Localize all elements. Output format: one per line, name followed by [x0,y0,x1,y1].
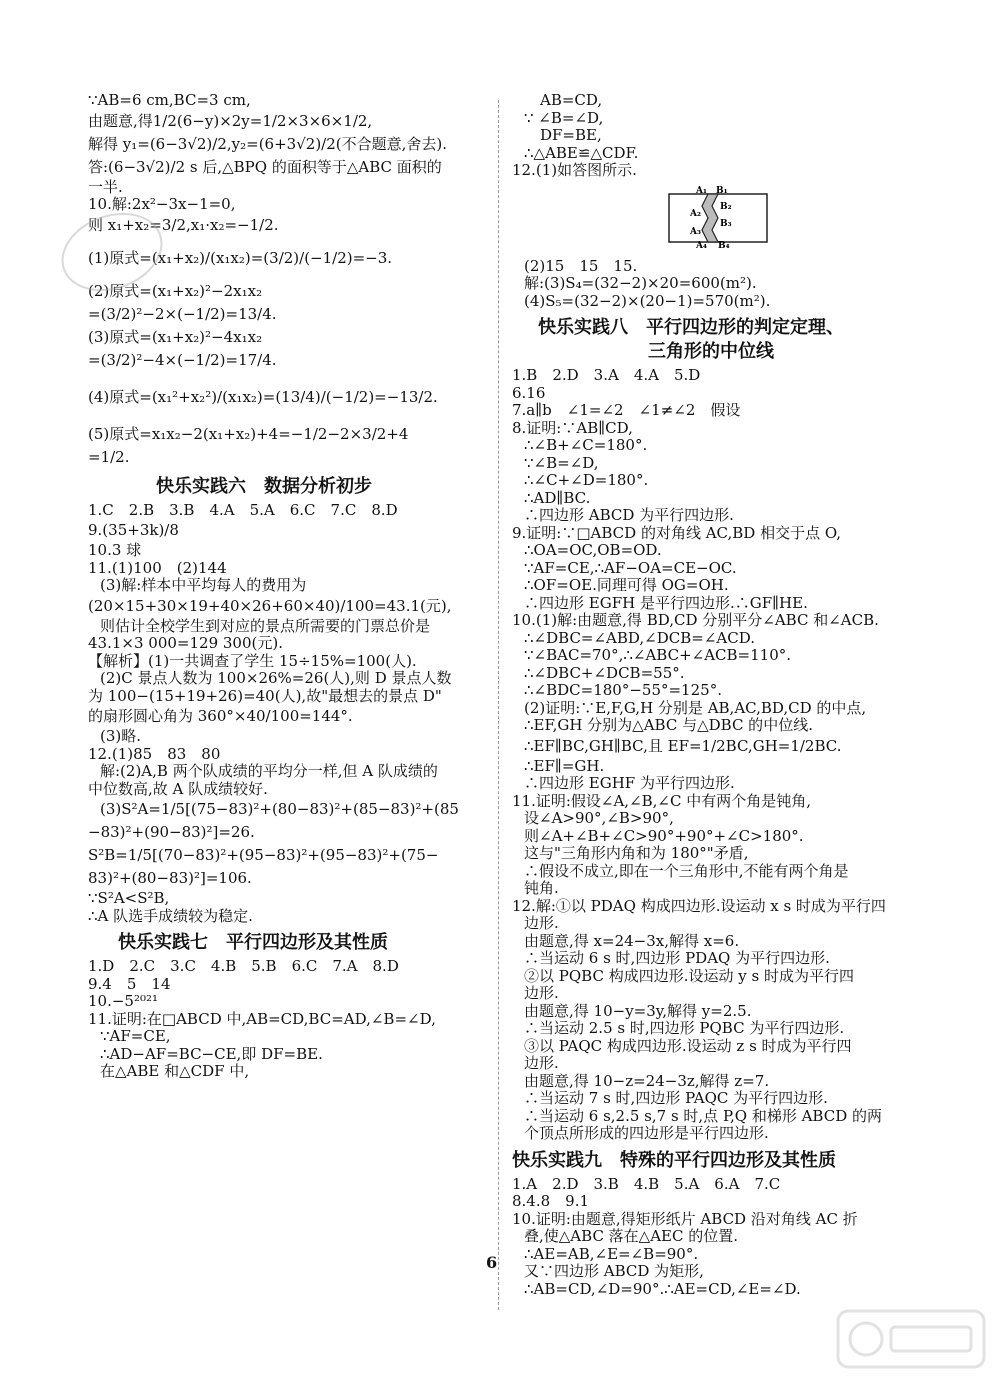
text-line: (2)原式=(x₁+x₂)²−2x₁x₂ [88,281,263,300]
text-line: ∴△ABE≌△CDF. [524,143,639,162]
column-divider [498,100,500,1310]
text-line: (20×15+30×19+40×26+60×40)/100=43.1(元), [88,596,452,615]
answer-figure [668,186,917,252]
figure-label: A₁ [696,185,707,196]
text-line: ∴当运动 2.5 s 时,四边形 PQBC 为平行四边形. [524,1019,845,1037]
text-line: (3)原式=(x₁+x₂)²−4x₁x₂ [88,327,263,346]
text-line: DF=BE, [540,126,602,144]
figure-label: A₄ [696,240,707,248]
section-title: 快乐实践九 特殊的平行四边形及其性质 [512,1149,836,1171]
text-line: 一半. [88,177,123,196]
text-line: 的扇形圆心角为 360°×40/100=144°. [88,707,353,725]
text-line: =(3/2)²−4×(−1/2)=17/4. [88,350,277,369]
text-line: S²B=1/5[(70−83)²+(95−83)²+(95−83)²+(75− [88,846,439,864]
text-line: 1.C 2.B 3.B 4.A 5.A 6.C 7.C 8.D [88,500,398,519]
text-line: ∴∠DBC=∠ABD,∠DCB=∠ACD. [524,628,755,647]
text-line: 在△ABE 和△CDF 中, [100,1062,250,1080]
text-line: 则∠A+∠B+∠C>90°+90°+∠C>180°. [524,826,804,845]
text-line: (2)15 15 15. [524,256,638,275]
text-line: ∴OA=OC,OB=OD. [524,541,662,559]
text-line: 解:(2)A,B 两个队成绩的平均分一样,但 A 队成绩的 [100,762,438,780]
text-line: ∴AD∥BC. [524,488,591,507]
text-line: 8.证明:∵AB∥CD, [512,418,633,437]
text-line: 10.解:2x²−3x−1=0, [88,195,236,213]
text-line: 由题意,得 x=24−3x,解得 x=6. [524,931,740,950]
text-line: 7.a∥b ∠1=∠2 ∠1≠∠2 假设 [512,401,741,419]
text-line: ∴EF,GH 分别为△ABC 与△DBC 的中位线. [524,716,813,734]
text-line: 1.D 2.C 3.C 4.B 5.B 6.C 7.A 8.D [88,957,399,975]
section-title: 三角形的中位线 [648,341,774,362]
text-line: ∴∠B+∠C=180°. [524,436,648,454]
text-line: ∵AF=CE, [100,1027,171,1045]
text-line: 11.(1)100 (2)144 [88,558,227,577]
right-column [512,92,917,1298]
text-line: 9.(35+3k)/8 [88,521,179,539]
text-line: 43.1×3 000=129 300(元). [88,634,283,652]
text-line: (4)S₅=(32−2)×(20−1)=570(m²). [524,291,771,310]
text-line: 钝角. [524,879,559,897]
text-line: 边形. [524,914,559,932]
text-line: ∴当运动 6 s 时,四边形 PDAQ 为平行四边形. [524,949,830,967]
text-line: (2)证明:∵E,F,G,H 分别是 AB,AC,BD,CD 的中点, [524,698,867,717]
figure-label: B₃ [720,218,732,229]
figure-label: B₄ [718,240,730,248]
text-line: (4)原式=(x₁²+x₂²)/(x₁x₂)=(13/4)/(−1/2)=−13/2. [88,387,438,406]
page-number: 6 [486,1253,498,1272]
text-line: 这与"三角形内角和为 180°"矛盾, [524,844,749,862]
text-line: ∴四边形 EGFH 是平行四边形.∴GF∥HE. [524,593,808,612]
text-line: 边形. [524,984,559,1002]
section-title: 快乐实践八 平行四边形的判定定理、 [538,317,844,338]
figure-svg [668,186,768,248]
text-line: 【解析】(1)一共调查了学生 15÷15%=100(人). [88,651,417,670]
text-line: ∴AE=AB,∠E=∠B=90°. [524,1244,699,1263]
text-line: 则估计全校学生到对应的景点所需要的门票总价是 [100,616,431,635]
text-line: ∴当运动 6 s,2.5 s,7 s 时,点 P,Q 和梯形 ABCD 的两 [524,1106,883,1125]
text-line: ∵AF=CE,∴AF−OA=CE−OC. [524,558,737,577]
text-line: (5)原式=x₁x₂−2(x₁+x₂)+4=−1/2−2×3/2+4 [88,424,409,443]
text-line: ∴AD−AF=BC−CE,即 DF=BE. [100,1044,323,1063]
text-line: 由题意,得 10−y=3y,解得 y=2.5. [524,1001,752,1020]
text-line: ∴A 队选手成绩较为稳定. [88,906,253,925]
text-line: ∴∠DBC+∠DCB=55°. [524,663,685,682]
text-line: 10.证明:由题意,得矩形纸片 ABCD 沿对角线 AC 折 [512,1209,858,1228]
text-line: (2)C 景点人数为 100×26%=26(人),则 D 景点人数 [100,669,452,687]
corner-logo [836,1309,986,1369]
text-line: 解得 y₁=(6−3√2)/2,y₂=(6+3√2)/2(不合题意,舍去). [88,134,448,153]
text-line: 10.−5²⁰²¹ [88,992,159,1010]
text-line: ∵S²A<S²B, [88,889,170,907]
text-line: 又∵四边形 ABCD 为矩形, [524,1262,704,1280]
text-line: (1)原式=(x₁+x₂)/(x₁x₂)=(3/2)/(−1/2)=−3. [88,248,393,267]
text-line: ∴当运动 7 s 时,四边形 PAQC 为平行四边形. [524,1089,828,1107]
text-line: 12.(1)85 83 80 [88,744,221,763]
figure-label: A₃ [690,226,701,237]
text-line: 10.3 球 [88,541,142,559]
text-line: −83)²+(90−83)²]=26. [88,823,255,841]
text-line: 边形. [524,1054,559,1072]
figure-strip [702,194,718,242]
section-title: 快乐实践六 数据分析初步 [156,475,372,497]
text-line: ∴AB=CD,∠D=90°.∴AE=CD,∠E=∠D. [524,1279,801,1298]
text-line: ②以 PQBC 构成四边形.设运动 y s 时成为平行四 [524,966,854,985]
text-line: 由题意,得 10−z=24−3z,解得 z=7. [524,1071,770,1090]
text-line: 9.4 5 14 [88,974,171,993]
text-line: 叠,使△ABC 落在△AEC 的位置. [524,1227,739,1245]
text-line: =(3/2)²−2×(−1/2)=13/4. [88,304,277,323]
text-line: 个顶点所形成的四边形是平行四边形. [524,1124,769,1142]
text-line: ∴四边形 EGHF 为平行四边形. [524,774,735,792]
text-line: 解:(3)S₄=(32−2)×20=600(m²). [524,274,757,292]
text-line: 8.4.8 9.1 [512,1192,590,1210]
figure-label: A₂ [690,208,701,219]
text-line: ∴EF∥=GH. [524,756,605,775]
text-line: ∴假设不成立,即在一个三角形中,不能有两个角是 [524,861,849,880]
text-line: ∴OF=OE.同理可得 OG=OH. [524,576,729,594]
text-line: 由题意,得1/2(6−y)×2y=1/2×3×6×1/2, [88,111,373,130]
text-line: (3)解:样本中平均每人的费用为 [100,576,307,594]
text-line: 为 100−(15+19+26)=40(人),故"最想去的景点 D" [88,686,442,705]
text-line: ∵AB=6 cm,BC=3 cm, [88,91,251,109]
text-line: 9.证明:∵□ABCD 的对角线 AC,BD 相交于点 O, [512,523,842,542]
text-line: ∴∠C+∠D=180°. [524,471,649,489]
text-line: 10.(1)解:由题意,得 BD,CD 分别平分∠ABC 和∠ACB. [512,611,879,629]
figure-label: B₁ [716,185,728,196]
text-line: 11.证明:在□ABCD 中,AB=CD,BC=AD,∠B=∠D, [88,1009,436,1028]
text-line: 1.A 2.D 3.B 4.B 5.A 6.A 7.C [512,1174,781,1193]
section-title: 快乐实践七 平行四边形及其性质 [118,932,388,953]
text-line: 设∠A>90°,∠B>90°, [524,809,674,827]
text-line: 83)²+(80−83)²]=106. [88,869,252,887]
text-line: 6.16 [512,383,546,402]
text-line: ∵ ∠B=∠D, [524,108,604,127]
text-line: =1/2. [88,447,130,466]
text-line: ∵∠B=∠D, [524,453,599,472]
text-line: 1.B 2.D 3.A 4.A 5.D [512,366,701,384]
text-line: 12.(1)如答图所示. [512,161,637,179]
text-line: (3)略. [100,727,142,745]
text-line: 12.解:①以 PDAQ 构成四边形.设运动 x s 时成为平行四 [512,896,886,915]
text-line: ③以 PAQC 构成四边形.设运动 z s 时成为平行四 [524,1036,852,1055]
text-line: ∴EF∥BC,GH∥BC,且 EF=1/2BC,GH=1/2BC. [524,736,842,755]
text-line: 则 x₁+x₂=3/2,x₁·x₂=−1/2. [88,215,279,234]
figure-label: B₂ [720,201,732,212]
text-line: ∴四边形 ABCD 为平行四边形. [524,506,734,524]
text-line: 11.证明:假设∠A,∠B,∠C 中有两个角是钝角, [512,791,812,810]
text-line: AB=CD, [540,91,603,109]
text-line: ∵∠BAC=70°,∴∠ABC+∠ACB=110°. [524,646,792,664]
text-line: ∴∠BDC=180°−55°=125°. [524,681,722,699]
text-line: 中位数高,故 A 队成绩较好. [88,779,268,798]
text-line: 答:(6−3√2)/2 s 后,△BPQ 的面积等于△ABC 面积的 [88,157,442,176]
text-line: (3)S²A=1/5[(75−83)²+(80−83)²+(85−83)²+(85 [100,800,459,818]
